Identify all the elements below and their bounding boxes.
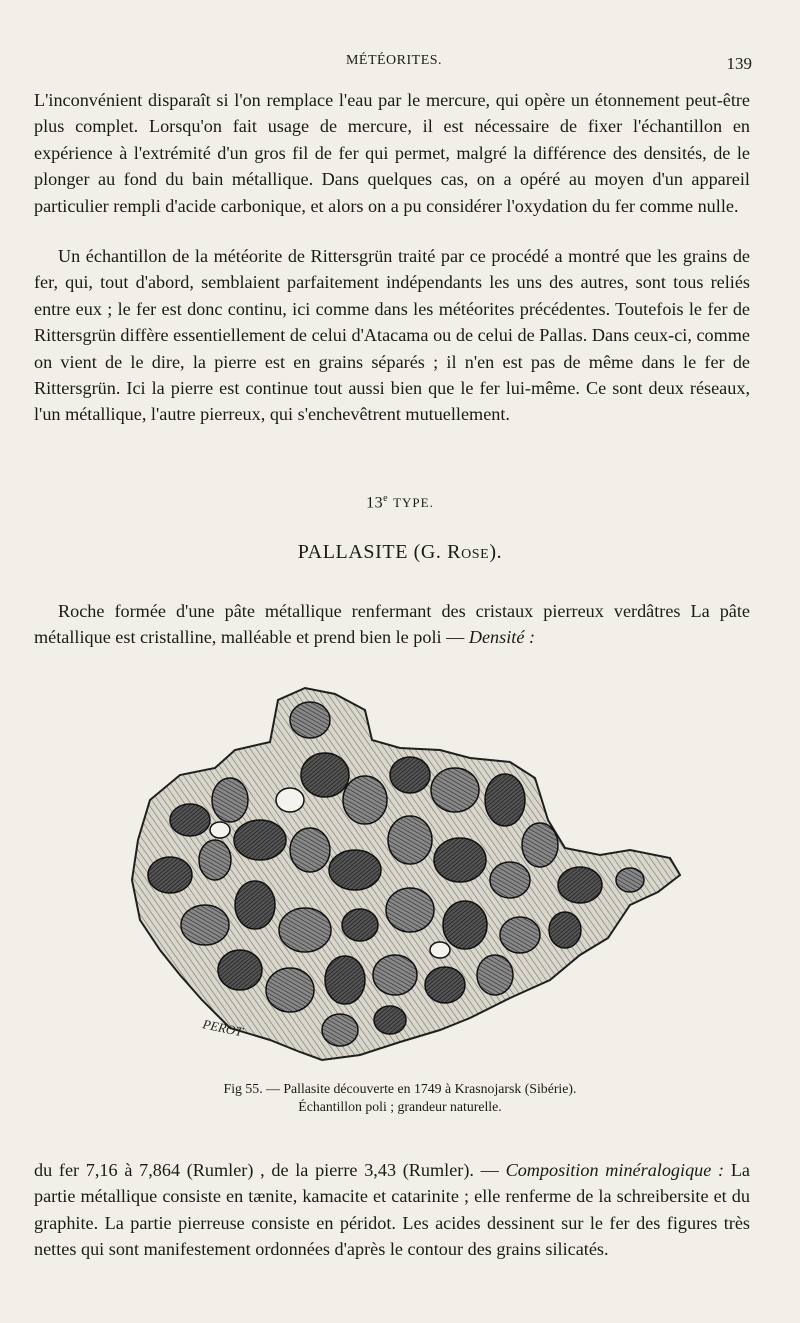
page-header: [36, 50, 752, 76]
figure-pallasite-engraving: [110, 680, 690, 1070]
paragraph-text: [34, 598, 750, 651]
paragraph-text: [34, 1157, 750, 1263]
section-title-close: ).: [489, 541, 503, 563]
engraver-signature: PEROT: [201, 1016, 245, 1040]
paragraph-text: L'inconvénient disparaît si l'on remplace l'eau par le mercure, qui opère un étonnement peut-être plus complet. Lorsqu'on fait usage de mercure, il est nécessaire de fixer l'échantillon en expérience à l'extrémité d'un gros fil de fer qui permet, malgré la différence des densités, de le plonger au fond du bain métallique. Dans quelques cas, on a opéré au moyen d'un appareil particulier rempli d'acide carbonique, et alors on a pu considérer l'oxydation du fer comme nulle.: [34, 90, 750, 216]
paragraph-pallasite-description: [34, 598, 750, 651]
type-word: TYPE.: [393, 495, 434, 511]
page-number: 139: [726, 54, 752, 73]
section-title: [0, 541, 800, 564]
paragraph-mercury-method: [34, 87, 750, 219]
paragraph-text-part: La partie métallique consiste en tænite, kamacite et catarinite ; elle renferme de la schreibersite et du graphite. La partie pierreuse consiste en péridot. Les acides dessinent sur le fer des figures très nettes qui sont manifestement ordonnées d'après le contour des grains silicatés.: [34, 1160, 751, 1260]
section-title-main: PALLASITE (G.: [297, 541, 448, 563]
type-number: 13: [366, 494, 384, 512]
paragraph-text: Un échantillon de la météorite de Rittersgrün traité par ce procédé a montré que les grains de fer, qui, tout d'abord, semblaient parfaitement indépendants les uns des autres, sont tous reliés entre eux ; le fer est donc continu, ici comme dans les météorites précédentes. Toutefois le fer de Rittersgrün diffère essentiellement de celui d'Atacama ou de celui de Pallas. Dans ceux-ci, comme on vient de le dire, la pierre est en grains séparés ; il n'en est pas de même dans le fer de Rittersgrün. Ici la pierre est continue tout aussi bien que le fer lui-même. Ce sont deux réseaux, l'un métallique, l'autre pierreux, qui s'enchevêtrent mutuellement.: [34, 246, 750, 425]
composition-label: Composition minéralogique :: [505, 1160, 725, 1180]
type-heading: [0, 493, 800, 512]
running-head: MÉTÉORITES.: [345, 53, 443, 68]
figure-caption-line2: Échantillon poli ; grandeur naturelle.: [298, 1099, 502, 1114]
pallasite-illustration: [110, 680, 690, 1070]
figure-caption-line1: Fig 55. — Pallasite découverte en 1749 à Krasnojarsk (Sibérie).: [223, 1081, 577, 1096]
paragraph-text-part: du fer 7,16 à 7,864 (Rumler) , de la pierre 3,43 (Rumler). —: [34, 1160, 506, 1180]
density-label: Densité :: [468, 627, 536, 648]
section-title-author: Rose: [447, 541, 490, 563]
type-superscript: e: [383, 493, 389, 504]
paragraph-text-part: Roche formée d'une pâte métallique renfermant des cristaux pierreux verdâtres La pâte métallique est cristalline, malléable et prend bien le poli —: [34, 601, 750, 648]
paragraph-rittersgrun: [34, 243, 750, 428]
paragraph-density-composition: [34, 1157, 750, 1263]
